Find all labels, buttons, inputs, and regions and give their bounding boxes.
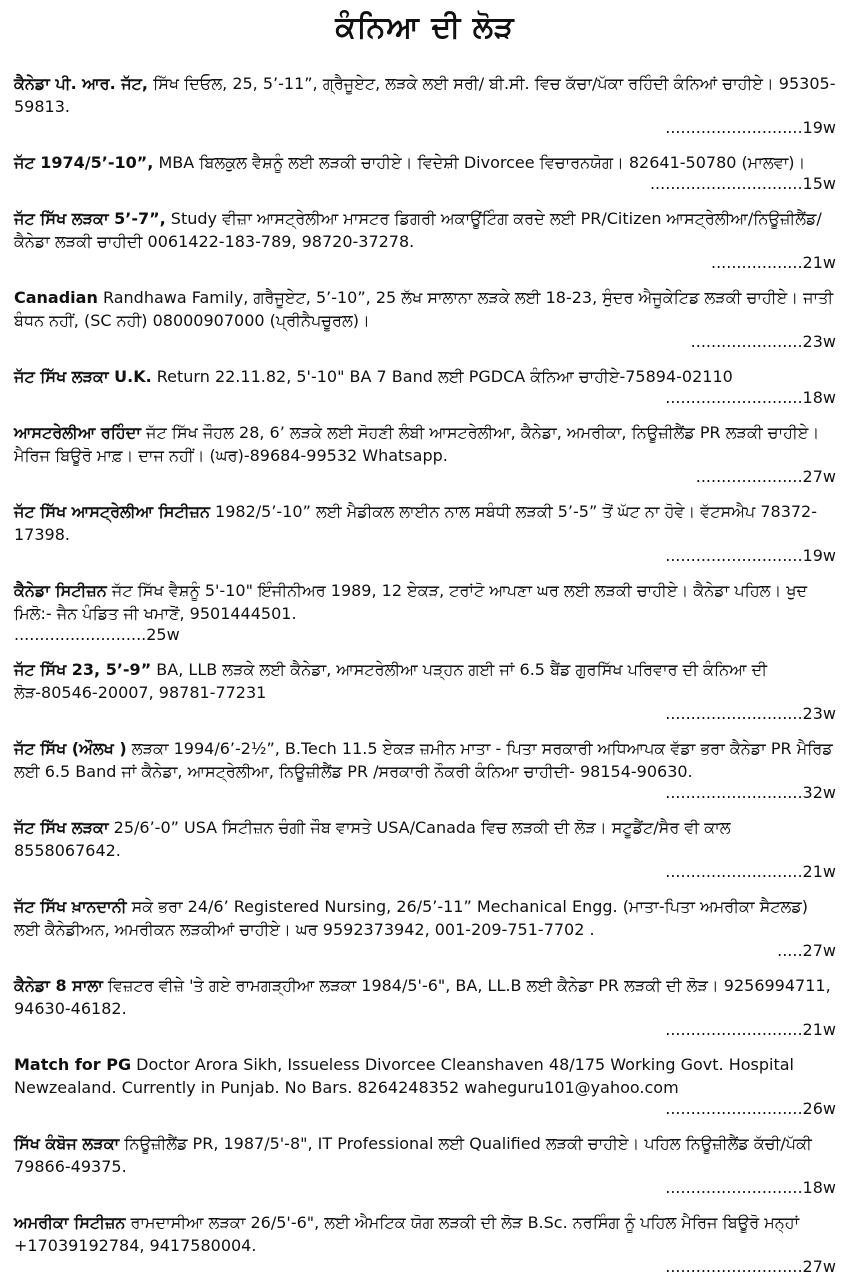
ad-body: MBA ਬਿਲਕੁਲ ਵੈਸ਼ਨੂੰ ਲਈ ਲੜਕੀ ਚਾਹੀਏ। ਵਿਦੇਸ਼ੀ Divorcee ਵਿਚਾਰਨਯੋਗ। 82641-50780 (ਮਾਲਵਾ)। [153, 153, 806, 172]
ad-lead: Match for PG [14, 1055, 132, 1074]
ad-word-count: ...........................21w [665, 1020, 836, 1039]
ad-body: ਜੱਟ ਸਿੱਖ ਵੈਸ਼ਨੂੰ 5'-10" ਇੰਜੀਨੀਅਰ 1989, 12 ਏਕੜ, ਟਰਾਂਟੋ ਆਪਣਾ ਘਰ ਲਈ ਲੜਕੀ ਚਾਹੀਏ। ਕੈਨੇਡਾ ਪਹਿਲ। ਖੁਦ ਮਿਲੋ:- ਜੈਨ ਪੰਡਿਤ ਜੀ ਖਮਾਣੋਂ, 9501444501. [14, 581, 808, 623]
ad-text [14, 72, 836, 118]
ad-word-count: ...........................23w [665, 704, 836, 723]
ad-text [14, 1211, 836, 1257]
ad-lead: Canadian [14, 288, 98, 307]
classified-ad [14, 816, 836, 883]
ad-text [14, 207, 836, 253]
ad-text [14, 1132, 836, 1178]
ad-body: ਰਾਮਦਾਸੀਆ ਲੜਕਾ 26/5'-6", ਲਈ ਐਮਟਿਕ ਯੋਗ ਲੜਕੀ ਦੀ ਲੋੜ B.Sc. ਨਰਸਿੰਗ ਨੂੰ ਪਹਿਲ ਮੈਰਿਜ ਬਿਊਰੋ ਮਨ੍ਹਾਂ +17039192784, 9417580004. [14, 1213, 800, 1255]
ad-lead: ਜੱਟ ਸਿੱਖ (ਔਲਖ ) [14, 739, 127, 758]
ad-text [14, 151, 836, 174]
classified-ad [14, 207, 836, 274]
ad-lead: ਆਸਟਰੇਲੀਆ ਰਹਿੰਦਾ [14, 423, 141, 442]
ad-text [14, 816, 836, 862]
ad-text [14, 1053, 836, 1099]
ad-lead: ਜੱਟ ਸਿੱਖ ਲੜਕਾ [14, 818, 109, 837]
classified-ad [14, 974, 836, 1041]
classified-ad [14, 500, 836, 567]
ad-body: ਨਿਊਜ਼ੀਲੈਂਡ PR, 1987/5'-8", IT Professional ਲਈ Qualified ਲੜਕੀ ਚਾਹੀਏ। ਪਹਿਲ ਨਿਊਜ਼ੀਲੈਂਡ ਕੱਚੀ/ਪੱਕੀ 79866-49375. [14, 1134, 812, 1176]
classified-ad [14, 365, 836, 409]
ad-lead: ਜੱਟ ਸਿੱਖ ਲੜਕਾ U.K. [14, 367, 152, 386]
ad-word-count: ...........................32w [665, 783, 836, 802]
ads-list [14, 72, 836, 1278]
ad-body: ਜੱਟ ਸਿੱਖ ਜੌਹਲ 28, 6’ ਲੜਕੇ ਲਈ ਸੋਹਣੀ ਲੰਬੀ ਆਸਟਰੇਲੀਆ, ਕੈਨੇਡਾ, ਅਮਰੀਕਾ, ਨਿਊਜ਼ੀਲੈਂਡ PR ਲੜਕੀ ਚਾਹੀਏ। ਮੈਰਿਜ ਬਿਊਰੋ ਮਾਫ਼। ਦਾਜ ਨਹੀਂ। (ਘਰ)-89684-99532 Whatsapp. [14, 423, 820, 465]
ad-lead: ਜੱਟ 1974/5’-10”, [14, 153, 154, 172]
ad-lead: ਕੈਨੇਡਾ ਪੀ. ਆਰ. ਜੱਟ, [14, 74, 149, 93]
ad-body: ਲੜਕਾ 1994/6’-2½”, B.Tech 11.5 ਏਕੜ ਜ਼ਮੀਨ ਮਾਤਾ - ਪਿਤਾ ਸਰਕਾਰੀ ਅਧਿਆਪਕ ਵੱਡਾ ਭਰਾ ਕੈਨੇਡਾ PR ਮੈਰਿਡ ਲਈ 6.5 Band ਜਾਂ ਕੈਨੇਡਾ, ਆਸਟ੍ਰੇਲੀਆ, ਨਿਊਜ਼ੀਲੈਂਡ PR /ਸਰਕਾਰੀ ਨੌਕਰੀ ਕੰਨਿਆ ਚਾਹੀਦੀ- 98154-90630. [14, 739, 833, 781]
ad-text [14, 895, 836, 941]
ad-text [14, 974, 836, 1020]
classified-ad [14, 658, 836, 725]
ad-lead: ਜੱਟ ਸਿੱਖ ਆਸਟ੍ਰੇਲੀਆ ਸਿਟੀਜ਼ਨ [14, 502, 210, 521]
ad-lead: ਜੱਟ ਸਿੱਖ 23, 5’-9” [14, 660, 152, 679]
classified-ad [14, 737, 836, 804]
ad-word-count: ..........................25w [14, 625, 180, 644]
ad-word-count: ......................23w [690, 332, 836, 351]
ad-word-count: .....................27w [695, 467, 836, 486]
classified-ad [14, 1132, 836, 1199]
ad-body: 25/6’-0” USA ਸਿਟੀਜ਼ਨ ਚੰਗੀ ਜੌਬ ਵਾਸਤੇ USA/Canada ਵਿਚ ਲੜਕੀ ਦੀ ਲੋੜ। ਸਟੂਡੈਂਟ/ਸੈਰ ਵੀ ਕਾਲ 8558067642. [14, 818, 731, 860]
ad-text [14, 737, 836, 783]
ad-text [14, 421, 836, 467]
ad-body: BA, LLB ਲੜਕੇ ਲਈ ਕੈਨੇਡਾ, ਆਸਟਰੇਲੀਆ ਪੜ੍ਹਨ ਗਈ ਜਾਂ 6.5 ਬੈਂਡ ਗੁਰਸਿੱਖ ਪਰਿਵਾਰ ਦੀ ਕੰਨਿਆ ਦੀ ਲੋੜ-80546-20007, 98781-77231 [14, 660, 768, 702]
classified-ad [14, 579, 836, 646]
ad-text [14, 500, 836, 546]
ad-body: ਸਕੇ ਭਰਾ 24/6’ Registered Nursing, 26/5’-11” Mechanical Engg. (ਮਾਤਾ-ਪਿਤਾ ਅਮਰੀਕਾ ਸੈਟਲਡ) ਲਈ ਕੈਨੇਡੀਅਨ, ਅਮਰੀਕਨ ਲੜਕੀਆਂ ਚਾਹੀਏ। ਘਰ 9592373942, 001-209-751-7702 . [14, 897, 808, 939]
ad-body: Return 22.11.82, 5'-10" BA 7 Band ਲਈ PGDCA ਕੰਨਿਆ ਚਾਹੀਏ-75894-02110 [151, 367, 733, 386]
ad-body: Doctor Arora Sikh, Issueless Divorcee Cleanshaven 48/175 Working Govt. Hospital Newzealand. Currently in Punjab. No Bars. 8264248352 waheguru101@yahoo.com [14, 1055, 794, 1097]
classified-ad [14, 1211, 836, 1278]
classified-ad [14, 286, 836, 353]
ad-word-count: ...........................18w [665, 388, 836, 407]
ad-body: ਸਿੱਖ ਦਿਓਲ, 25, 5’-11”, ਗ੍ਰੈਜੂਏਟ, ਲੜਕੇ ਲਈ ਸਰੀ/ ਬੀ.ਸੀ. ਵਿਚ ਕੱਚਾ/ਪੱਕਾ ਰਹਿੰਦੀ ਕੰਨਿਆਂ ਚਾਹੀਏ। 95305-59813. [14, 74, 836, 116]
ad-text [14, 579, 836, 625]
ad-body: Randhawa Family, ਗਰੈਜੂਏਟ, 5’-10”, 25 ਲੱਖ ਸਾਲਾਨਾ ਲੜਕੇ ਲਈ 18-23, ਸੁੰਦਰ ਐਜੂਕੇਟਿਡ ਲੜਕੀ ਚਾਹੀਏ। ਜਾਤੀ ਬੰਧਨ ਨਹੀਂ, (SC ਨਹੀ) 08000907000 (ਪ੍ਰੀਨੈਪਚੂਰਲ)। [14, 288, 834, 330]
ad-lead: ਜੱਟ ਸਿੱਖ ਖ਼ਾਨਦਾਨੀ [14, 897, 127, 916]
ad-word-count: ..................21w [711, 253, 836, 272]
ad-body: 1982/5’-10” ਲਈ ਮੈਡੀਕਲ ਲਾਈਨ ਨਾਲ ਸਬੰਧੀ ਲੜਕੀ 5’-5” ਤੋਂ ਘੱਟ ਨਾ ਹੋਵੇ। ਵੱਟਸਐਪ 78372-17398. [14, 502, 818, 544]
ad-word-count: ..............................15w [649, 174, 836, 193]
ad-body: Study ਵੀਜ਼ਾ ਆਸਟ੍ਰੇਲੀਆ ਮਾਸਟਰ ਡਿਗਰੀ ਅਕਾਊਂਟਿੰਗ ਕਰਦੇ ਲਈ PR/Citizen ਆਸਟ੍ਰੇਲੀਆ/ਨਿਊਜ਼ੀਲੈਂਡ/ਕੈਨੇਡਾ ਲੜਕੀ ਚਾਹੀਦੀ 0061422-183-789, 98720-37278. [14, 209, 822, 251]
ad-body: ਵਿਜ਼ਟਰ ਵੀਜ਼ੇ 'ਤੇ ਗਏ ਰਾਮਗੜ੍ਹੀਆ ਲੜਕਾ 1984/5'-6", BA, LL.B ਲਈ ਕੈਨੇਡਾ PR ਲੜਕੀ ਦੀ ਲੋੜ। 9256994711, 94630-46182. [14, 976, 831, 1018]
ad-text [14, 658, 836, 704]
page-title: ਕੰਨਿਆ ਦੀ ਲੋੜ [335, 10, 515, 45]
ad-word-count: ...........................27w [665, 1257, 836, 1276]
classified-ad [14, 895, 836, 962]
ad-lead: ਜੱਟ ਸਿੱਖ ਲੜਕਾ 5’-7”, [14, 209, 166, 228]
ad-word-count: ...........................19w [665, 118, 836, 137]
ad-lead: ਕੈਨੇਡਾ 8 ਸਾਲਾ [14, 976, 103, 995]
ad-lead: ਕੈਨੇਡਾ ਸਿਟੀਜ਼ਨ [14, 581, 107, 600]
ad-word-count: ...........................26w [665, 1099, 836, 1118]
ad-text [14, 286, 836, 332]
ad-word-count: ...........................18w [665, 1178, 836, 1197]
ad-lead: ਸਿੱਖ ਕੰਬੋਜ ਲੜਕਾ [14, 1134, 120, 1153]
ad-word-count: .....27w [777, 941, 836, 960]
ad-word-count: ...........................19w [665, 546, 836, 565]
classified-ad [14, 421, 836, 488]
classified-ad [14, 151, 836, 195]
classified-ad [14, 72, 836, 139]
ad-text [14, 365, 836, 388]
ad-word-count: ...........................21w [665, 862, 836, 881]
ad-lead: ਅਮਰੀਕਾ ਸਿਟੀਜ਼ਨ [14, 1213, 126, 1232]
classified-ad [14, 1053, 836, 1120]
